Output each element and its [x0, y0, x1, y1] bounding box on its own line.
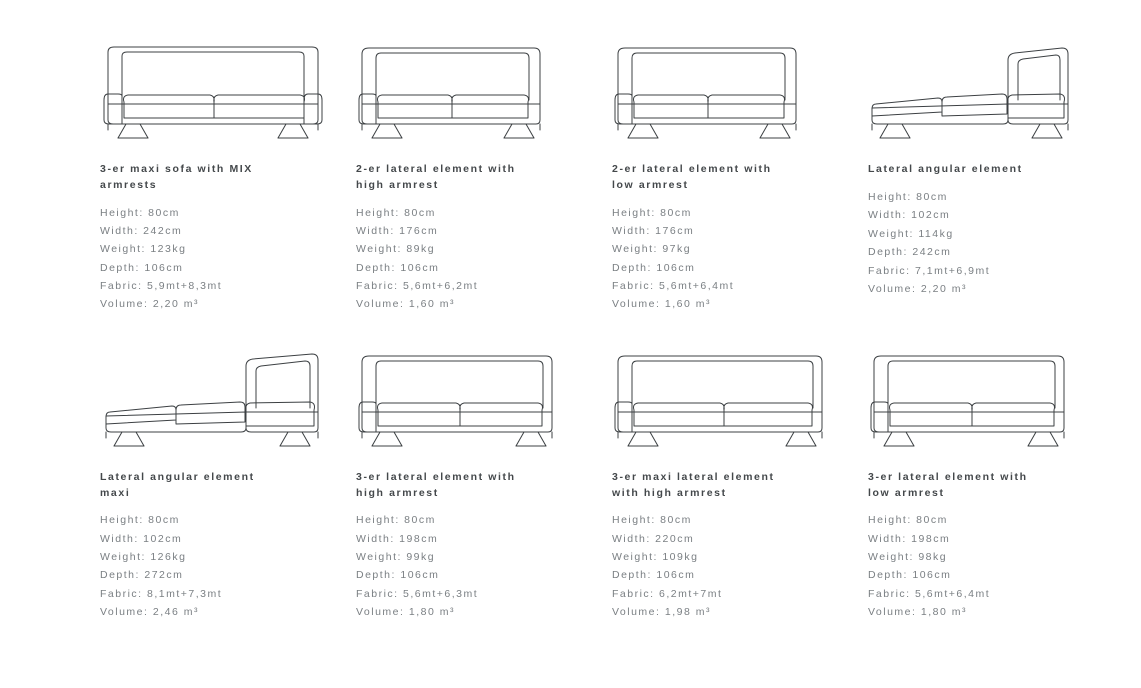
spec-fabric: Fabric: 5,9mt+8,3mt	[100, 280, 223, 292]
product-title-line2: high armrest	[356, 178, 439, 191]
spec-volume: Volume: 1,98 m³	[612, 606, 711, 619]
product-title-line1: 3-er lateral element with	[868, 470, 1028, 483]
spec-weight: Weight: 89kg	[356, 243, 436, 256]
product-title	[356, 162, 604, 194]
spec-depth: Depth: 106cm	[100, 261, 184, 274]
spec-depth: Depth: 106cm	[612, 261, 696, 274]
spec-depth: Depth: 106cm	[612, 569, 696, 582]
spec-height: Height: 80cm	[356, 206, 436, 219]
product-title-line2: armrests	[100, 178, 158, 191]
product-specs	[356, 204, 604, 314]
product-illustration	[612, 332, 860, 452]
product-specs	[868, 188, 1116, 298]
spec-width: Width: 198cm	[868, 532, 951, 545]
product-title-line2: maxi	[100, 486, 131, 499]
product-specs	[100, 204, 348, 314]
spec-width: Width: 102cm	[100, 532, 183, 545]
product-row	[0, 332, 1141, 622]
product-card[interactable]	[612, 332, 860, 622]
sofa-3er-maxi-lateral-high-armrest-icon	[612, 342, 832, 452]
product-specs	[356, 511, 604, 621]
product-title-line1: 3-er lateral element with	[356, 470, 516, 483]
sofa-3er-lateral-high-armrest-icon	[356, 342, 566, 452]
spec-width: Width: 102cm	[868, 209, 951, 222]
spec-height: Height: 80cm	[100, 206, 180, 219]
spec-weight: Weight: 114kg	[868, 227, 954, 240]
product-illustration	[356, 332, 604, 452]
spec-weight: Weight: 99kg	[356, 551, 436, 563]
product-card[interactable]	[100, 24, 348, 314]
spec-depth: Depth: 242cm	[868, 246, 952, 259]
product-card[interactable]	[100, 332, 348, 622]
spec-volume: Volume: 1,60 m³	[356, 298, 455, 311]
product-title	[612, 470, 860, 502]
product-title-line2: high armrest	[356, 486, 439, 499]
product-title-line1: 3-er maxi sofa with MIX	[100, 163, 253, 175]
product-title-line2: with high armrest	[612, 486, 727, 499]
product-illustration	[868, 24, 1116, 144]
spec-volume: Volume: 1,80 m³	[868, 606, 967, 619]
spec-weight: Weight: 109kg	[612, 551, 699, 563]
sofa-2er-lateral-low-armrest-icon	[612, 34, 812, 144]
product-row	[0, 24, 1141, 314]
sofa-lateral-angular-element-maxi-icon	[100, 342, 330, 452]
spec-width: Width: 176cm	[612, 224, 695, 237]
spec-height: Height: 80cm	[100, 514, 180, 527]
product-title	[100, 470, 348, 502]
product-title-line2: low armrest	[612, 178, 689, 191]
sofa-lateral-angular-element-icon	[868, 34, 1078, 144]
product-card[interactable]	[868, 24, 1116, 298]
product-specs	[612, 204, 860, 314]
product-card[interactable]	[868, 332, 1116, 622]
spec-width: Width: 198cm	[356, 532, 439, 545]
spec-fabric: Fabric: 5,6mt+6,4mt	[612, 280, 735, 292]
product-illustration	[612, 24, 860, 144]
spec-weight: Weight: 126kg	[100, 551, 187, 563]
product-illustration	[868, 332, 1116, 452]
spec-width: Width: 220cm	[612, 532, 695, 545]
product-title	[612, 162, 860, 194]
spec-fabric: Fabric: 5,6mt+6,4mt	[868, 587, 991, 600]
product-illustration	[100, 332, 348, 452]
spec-depth: Depth: 272cm	[100, 569, 184, 582]
spec-fabric: Fabric: 5,6mt+6,2mt	[356, 280, 479, 292]
product-specs	[868, 511, 1116, 621]
spec-width: Width: 176cm	[356, 224, 439, 237]
product-title-line1: 2-er lateral element with	[356, 163, 516, 175]
spec-depth: Depth: 106cm	[356, 261, 440, 274]
product-title	[868, 162, 1116, 178]
product-title-line1: 3-er maxi lateral element	[612, 470, 775, 483]
spec-volume: Volume: 1,80 m³	[356, 606, 455, 619]
spec-volume: Volume: 2,46 m³	[100, 606, 199, 619]
product-title	[100, 162, 348, 194]
product-title	[868, 470, 1116, 502]
sofa-3er-maxi-mix-armrests-icon	[100, 34, 330, 144]
spec-weight: Weight: 98kg	[868, 551, 948, 563]
spec-volume: Volume: 2,20 m³	[868, 282, 967, 295]
product-title	[356, 470, 604, 502]
product-illustration	[356, 24, 604, 144]
product-title-line1: Lateral angular element	[100, 470, 255, 483]
spec-depth: Depth: 106cm	[868, 569, 952, 582]
spec-volume: Volume: 1,60 m³	[612, 298, 711, 311]
spec-fabric: Fabric: 8,1mt+7,3mt	[100, 587, 223, 600]
spec-weight: Weight: 123kg	[100, 243, 187, 256]
spec-height: Height: 80cm	[612, 206, 692, 219]
spec-volume: Volume: 2,20 m³	[100, 298, 199, 311]
spec-height: Height: 80cm	[612, 514, 692, 527]
spec-height: Height: 80cm	[868, 191, 948, 203]
product-title-line1: Lateral angular element	[868, 163, 1023, 175]
product-specs	[100, 511, 348, 621]
spec-height: Height: 80cm	[356, 514, 436, 527]
product-title-line2: low armrest	[868, 486, 945, 499]
sofa-3er-lateral-low-armrest-icon	[868, 342, 1078, 452]
spec-weight: Weight: 97kg	[612, 243, 692, 256]
sofa-2er-lateral-high-armrest-icon	[356, 34, 556, 144]
product-card[interactable]	[356, 332, 604, 622]
product-card[interactable]	[356, 24, 604, 314]
spec-fabric: Fabric: 7,1mt+6,9mt	[868, 264, 991, 277]
product-specs	[612, 511, 860, 621]
product-illustration	[100, 24, 348, 144]
spec-height: Height: 80cm	[868, 514, 948, 527]
spec-depth: Depth: 106cm	[356, 569, 440, 582]
product-title-line1: 2-er lateral element with	[612, 163, 772, 175]
spec-width: Width: 242cm	[100, 224, 183, 237]
spec-fabric: Fabric: 6,2mt+7mt	[612, 587, 723, 600]
spec-fabric: Fabric: 5,6mt+6,3mt	[356, 587, 479, 600]
product-card[interactable]	[612, 24, 860, 314]
